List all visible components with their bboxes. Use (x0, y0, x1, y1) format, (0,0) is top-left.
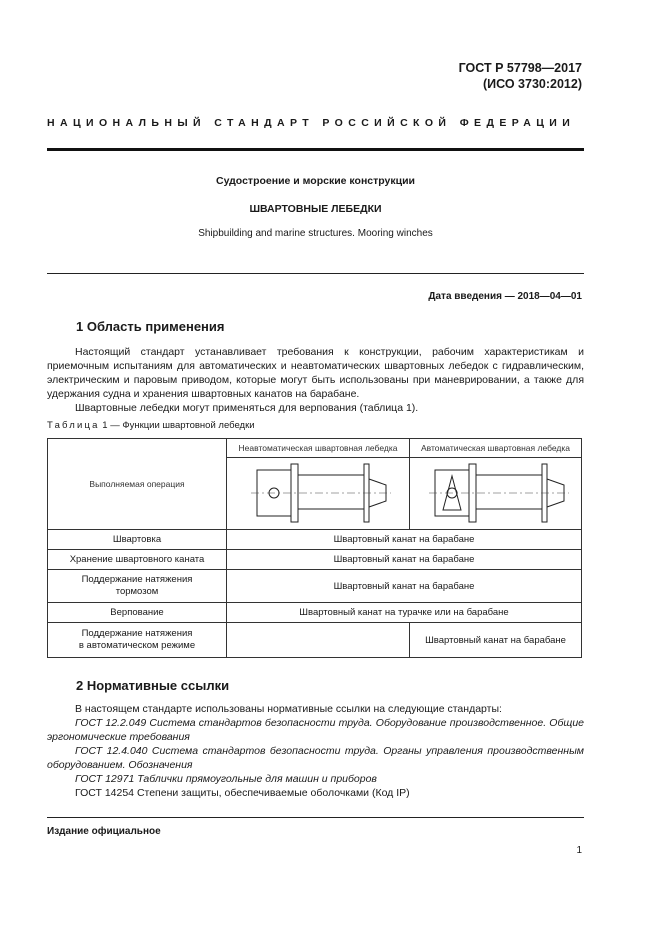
auto-winch-diagram (421, 460, 571, 524)
table-row (48, 530, 582, 550)
paragraph: Швартовные лебедки могут применяться для верпования (таблица 1). (75, 402, 419, 414)
table-row (48, 603, 582, 623)
table-row (48, 623, 582, 658)
title-rule (47, 273, 584, 274)
category-title: Судостроение и морские конструкции (215, 175, 416, 187)
operation-cell: Швартовка (48, 530, 227, 550)
paragraph: В настоящем стандарте использованы нормативные ссылки на следующие стандарты: (75, 703, 502, 715)
operation-line: в автоматическом режиме (78, 640, 196, 651)
auto-winch-diagram-cell (410, 458, 582, 530)
value-cell: Швартовный канат на турачке или на барабане (227, 603, 582, 623)
table-caption (47, 420, 255, 431)
operation-cell: Хранение швартовного каната (48, 550, 227, 570)
section-1-body (47, 345, 584, 415)
english-title: Shipbuilding and marine structures. Mooring winches (198, 228, 433, 239)
section-1-heading (76, 319, 225, 334)
value-cell: Швартовный канат на барабане (227, 550, 582, 570)
nonauto-winch-diagram (243, 460, 393, 524)
paragraph: Настоящий стандарт устанавливает требования к конструкции, рабочим характеристикам и приемочным испытаниям для автоматических и неавтоматических швартовных лебедок с гидравлическим, электрическим и паровым приводом, которые могут быть использованы при маневрировании, а также для удержания судна и хранения швартовных канатов на барабане. (47, 346, 584, 400)
operation-line: Поддержание натяжения (81, 628, 193, 639)
reference-item: ГОСТ 12971 Таблички прямоугольные для машин и приборов (75, 773, 377, 785)
operation-cell: Верпование (48, 603, 227, 623)
operation-cell (48, 623, 227, 658)
value-cell: Швартовный канат на барабане (227, 530, 582, 550)
standard-designation (459, 60, 582, 92)
table-caption-prefix: Таблица (47, 420, 100, 431)
table-caption-text: 1 — Функции швартовной лебедки (102, 420, 255, 431)
section-2-title: 2 Нормативные ссылки (76, 678, 230, 693)
designation-iso: (ИСО 3730:2012) (483, 77, 582, 91)
header-auto: Автоматическая швартовная лебедка (410, 439, 582, 458)
reference-item: ГОСТ 14254 Степени защиты, обеспечиваемые оболочками (Код IP) (75, 787, 410, 799)
main-title: ШВАРТОВНЫЕ ЛЕБЕДКИ (249, 203, 382, 215)
header-rule (47, 148, 584, 151)
reference-item: ГОСТ 12.4.040 Система стандартов безопасности труда. Органы управления производственным оборудованием. Обозначения (47, 745, 584, 771)
national-standard-banner: НАЦИОНАЛЬНЫЙ СТАНДАРТ РОССИЙСКОЙ ФЕДЕРАЦИИ (47, 117, 576, 129)
section-1-title: 1 Область применения (76, 319, 225, 334)
reference-item: ГОСТ 12.2.049 Система стандартов безопасности труда. Оборудование производственное. Общие эргономические требования (47, 717, 584, 743)
official-edition: Издание официальное (47, 826, 161, 837)
table-row (48, 570, 582, 603)
drum-barrel (298, 475, 364, 509)
introduction-date: Дата введения — 2018—04—01 (428, 291, 582, 302)
functions-table (47, 438, 582, 658)
header-operation: Выполняемая операция (48, 439, 227, 530)
header-nonauto: Неавтоматическая швартовная лебедка (227, 439, 410, 458)
nonauto-winch-diagram-cell (227, 458, 410, 530)
section-2-heading (76, 678, 229, 693)
table-row (48, 550, 582, 570)
designation-gost: ГОСТ Р 57798—2017 (458, 61, 582, 75)
footer-rule (47, 817, 584, 818)
value-cell: Швартовный канат на барабане (227, 570, 582, 603)
section-2-body (47, 702, 584, 800)
auto-value-cell: Швартовный канат на барабане (410, 623, 582, 658)
page-number: 1 (576, 845, 582, 856)
operation-cell: Поддержание натяжения тормозом (48, 570, 227, 603)
nonauto-value-cell (227, 623, 410, 658)
drum-barrel (476, 475, 542, 509)
